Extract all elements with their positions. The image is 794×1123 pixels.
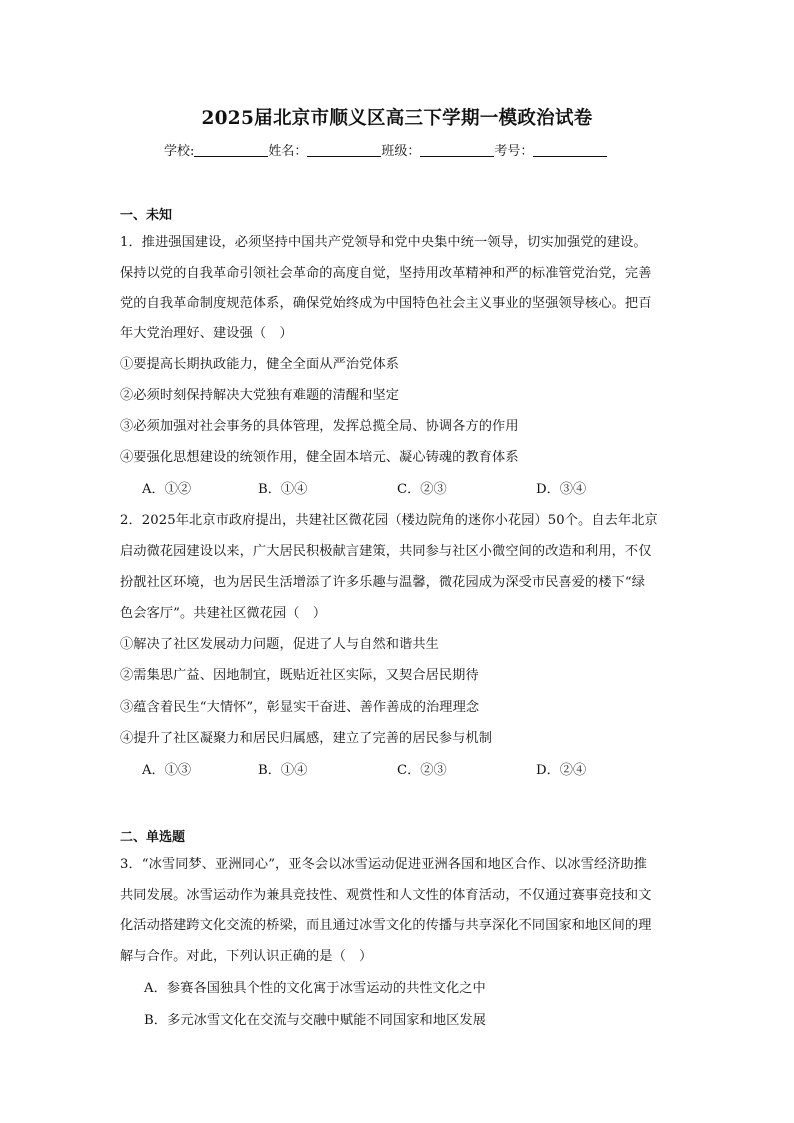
question-2-option: ②需集思广益、因地制宜，既贴近社区实际，又契合居民期待 [120, 668, 479, 683]
choice-b: B．①④ [258, 482, 308, 497]
question-1-option: ②必须时刻保持解决大党独有难题的清醒和坚定 [120, 388, 400, 403]
question-1-line: 党的自我革命制度规范体系，确保党始终成为中国特色社会主义事业的坚强领导核心。把百 [120, 296, 652, 311]
question-3-line: 解与合作。对此，下列认识正确的是（ ） [120, 949, 373, 964]
question-1-line: 1．推进强国建设，必须坚持中国共产党领导和党中央集中统一领导，切实加强党的建设。 [120, 235, 647, 250]
choice-d: D．②④ [536, 763, 587, 778]
name-label: 姓名： [268, 144, 308, 159]
name-blank [307, 144, 381, 157]
choice-c: C．②③ [397, 482, 447, 497]
class-label: 班级： [381, 144, 421, 159]
question-1-option: ③必须加强对社会事务的具体管理，发挥总揽全局、协调各方的作用 [120, 419, 519, 434]
school-label: 学校: [164, 144, 195, 159]
question-1-option: ①要提高长期执政能力，健全全面从严治党体系 [120, 357, 400, 372]
question-2-option: ④提升了社区凝聚力和居民归属感，建立了完善的居民参与机制 [120, 731, 493, 746]
choice-a: A．①③ [142, 763, 192, 778]
question-1-option: ④要强化思想建设的统领作用，健全固本培元、凝心铸魂的教育体系 [120, 450, 519, 465]
question-2-line: 启动微花园建设以来，广大居民积极献言建策，共同参与社区小微空间的改造和利用，不仅 [120, 544, 652, 559]
question-2-line: 色会客厅”。共建社区微花园（ ） [120, 606, 327, 621]
number-label: 考号： [494, 144, 534, 159]
student-info-line [164, 140, 607, 159]
question-2-option: ①解决了社区发展动力问题，促进了人与自然和谐共生 [120, 637, 439, 652]
number-blank [533, 144, 607, 157]
choice-b: B．①④ [258, 763, 308, 778]
question-3-line: 3．“冰雪同梦、亚洲同心”，亚冬会以冰雪运动促进亚洲各国和地区合作、以冰雪经济助推 [120, 857, 648, 872]
section-heading-1: 一、未知 [120, 208, 173, 223]
question-1-line: 保持以党的自我革命引领社会革命的高度自觉，坚持用改革精神和严的标准管党治党，完善 [120, 266, 652, 281]
school-blank [194, 144, 268, 157]
class-blank [420, 144, 494, 157]
question-2-line: 扮靓社区环境，也为居民生活增添了许多乐趣与温馨，微花园成为深受市民喜爱的楼下“绿 [120, 575, 646, 590]
section-heading-2: 二、单选题 [120, 830, 186, 845]
question-3-line: 共同发展。冰雪运动作为兼具竞技性、观赏性和人文性的体育活动，不仅通过赛事竞技和文 [120, 888, 652, 903]
choice-a: A．①② [142, 482, 192, 497]
page-title: 2025届北京市顺义区高三下学期一模政治试卷 [201, 108, 593, 129]
question-3-line: 化活动搭建跨文化交流的桥梁，而且通过冰雪文化的传播与共享深化不同国家和地区间的理 [120, 918, 652, 933]
question-2-option: ③蕴含着民生“大情怀”，彰显实干奋进、善作善成的治理理念 [120, 700, 480, 715]
question-2-line: 2．2025年北京市政府提出，共建社区微花园（楼边院角的迷你小花园）50个。自去年北京 [120, 513, 658, 528]
question-3-option: A．参赛各国独具个性的文化寓于冰雪运动的共性文化之中 [144, 981, 486, 996]
question-1-line: 年大党治理好、建设强（ ） [120, 326, 293, 341]
choice-c: C．②③ [397, 763, 447, 778]
choice-d: D．③④ [536, 482, 587, 497]
question-3-option: B．多元冰雪文化在交流与交融中赋能不同国家和地区发展 [144, 1013, 486, 1028]
